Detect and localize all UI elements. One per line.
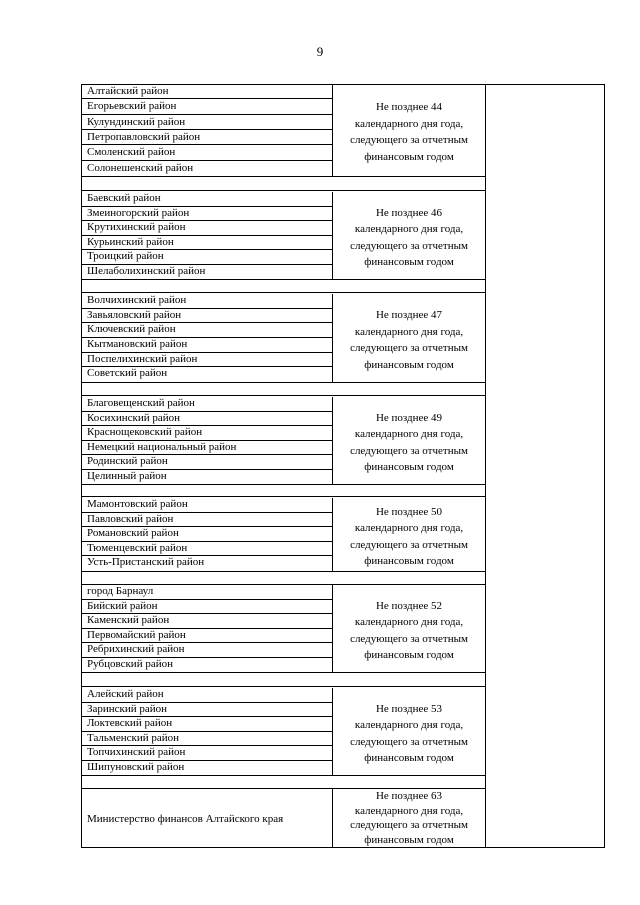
district-name: Усть-Пристанский район	[87, 556, 205, 569]
district-name: Краснощековский район	[81, 426, 332, 441]
group-separator	[81, 382, 485, 396]
submission-deadline-text: Не позднее 49 календарного дня года, следующего за отчетным финансовым годом	[350, 411, 468, 473]
district-name: Кытмановский район	[81, 338, 332, 353]
ministry-row	[81, 789, 485, 848]
district-name: Шелаболихинский район	[87, 264, 206, 277]
submission-deadline-text: Не позднее 50 календарного дня года, следующего за отчетным финансовым годом	[350, 505, 468, 567]
district-group	[81, 84, 485, 176]
ministry-deadline-text: Не позднее 63 календарного дня года, следующего за отчетным финансовым годом	[350, 790, 468, 846]
submission-deadline-text: Не позднее 52 календарного дня года, следующего за отчетным финансовым годом	[350, 599, 468, 661]
district-name: Тальменский район	[81, 732, 332, 747]
group-separator	[81, 279, 485, 293]
district-name: Косихинский район	[81, 412, 332, 427]
submission-deadline	[332, 84, 485, 176]
district-group	[81, 498, 485, 571]
group-separator	[81, 484, 485, 497]
group-separator	[81, 176, 485, 191]
district-name: Топчихинский район	[81, 746, 332, 761]
district-group	[81, 397, 485, 484]
district-name: Павловский район	[81, 513, 332, 528]
district-name: Каменский район	[81, 614, 332, 629]
district-name: Заринский район	[81, 703, 332, 718]
district-name: Поспелихинский район	[81, 353, 332, 368]
district-name: Завьяловский район	[81, 309, 332, 324]
district-list	[81, 397, 332, 484]
submission-deadline	[332, 585, 485, 672]
group-separator	[81, 571, 485, 585]
ministry-deadline	[332, 789, 485, 848]
district-name: Алтайский район	[81, 84, 332, 99]
district-name: Кулундинский район	[81, 115, 332, 130]
district-name: Мамонтовский район	[81, 498, 332, 513]
district-name: Ключевский район	[81, 323, 332, 338]
district-list	[81, 294, 332, 382]
submission-deadline	[332, 192, 485, 279]
district-list	[81, 84, 332, 176]
submission-deadline-text: Не позднее 53 календарного дня года, следующего за отчетным финансовым годом	[350, 702, 468, 764]
district-name: Немецкий национальный район	[81, 441, 332, 456]
group-separator	[81, 775, 485, 789]
third-column-divider	[485, 84, 486, 848]
district-group	[81, 688, 485, 775]
district-name: Бийский район	[81, 600, 332, 615]
district-name: Курьинский район	[81, 236, 332, 251]
district-name: Троицкий район	[81, 250, 332, 265]
district-name: город Барнаул	[81, 585, 332, 600]
district-name: Егорьевский район	[81, 99, 332, 114]
submission-deadline	[332, 397, 485, 484]
district-name: Смоленский район	[81, 145, 332, 160]
district-name: Тюменцевский район	[81, 542, 332, 557]
submission-deadline	[332, 498, 485, 571]
district-group	[81, 294, 485, 382]
submission-deadline-text: Не позднее 44 календарного дня года, следующего за отчетным финансовым годом	[350, 101, 468, 163]
district-name: Баевский район	[81, 192, 332, 207]
submission-deadline-text: Не позднее 46 календарного дня года, следующего за отчетным финансовым годом	[350, 206, 468, 268]
district-name: Змеиногорский район	[81, 207, 332, 222]
page-number: 9	[316, 44, 324, 59]
district-group	[81, 192, 485, 279]
district-list	[81, 192, 332, 279]
district-name: Рубцовский район	[87, 657, 173, 670]
district-name: Петропавловский район	[81, 130, 332, 145]
ministry-name: Министерство финансов Алтайского края	[87, 812, 284, 825]
district-name: Солонешенский район	[87, 161, 194, 174]
district-name: Целинный район	[87, 469, 167, 482]
district-list	[81, 585, 332, 672]
district-name: Локтевский район	[81, 717, 332, 732]
district-list	[81, 498, 332, 571]
district-name: Советский район	[87, 367, 168, 380]
district-name: Родинский район	[81, 455, 332, 470]
district-name: Алейский район	[81, 688, 332, 703]
submission-deadline-text: Не позднее 47 календарного дня года, следующего за отчетным финансовым годом	[350, 309, 468, 371]
district-name: Ребрихинский район	[81, 643, 332, 658]
district-name: Шипуновский район	[87, 760, 185, 773]
district-group	[81, 585, 485, 672]
district-name: Романовский район	[81, 527, 332, 542]
group-separator	[81, 672, 485, 687]
district-list	[81, 688, 332, 775]
district-name: Первомайский район	[81, 629, 332, 644]
submission-deadline	[332, 688, 485, 775]
submission-deadline	[332, 294, 485, 382]
district-name: Крутихинский район	[81, 221, 332, 236]
district-name: Благовещенский район	[81, 397, 332, 412]
district-name: Волчихинский район	[81, 294, 332, 309]
